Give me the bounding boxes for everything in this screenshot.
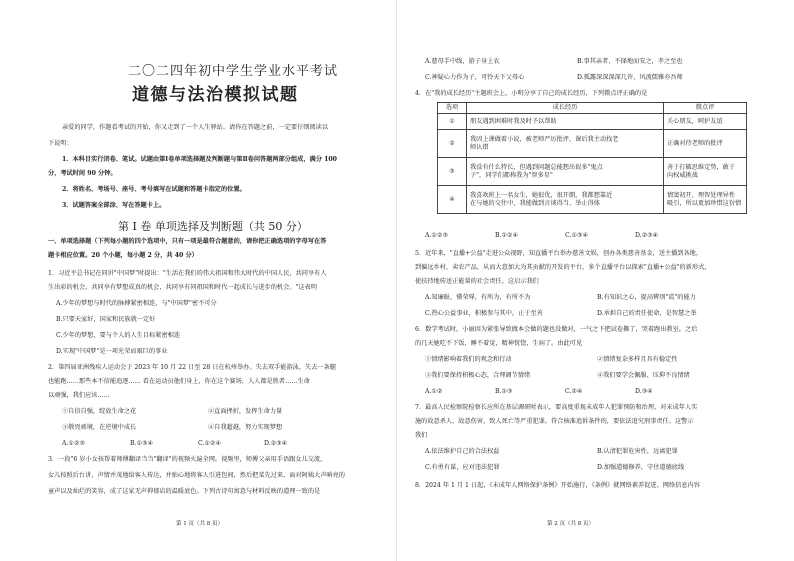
row-option: ①	[438, 114, 467, 130]
row-experience-line: 我喜欢班上一名女生，她很优，很开朗，我都想靠近	[470, 191, 613, 199]
q7-stem-2: 施的故意杀人、故意伤害，致人死亡等严重犯罪，符合核准追诉条件的，要依法追究刑事责任。这警示	[415, 418, 694, 425]
q2-option-c: C.①②④	[198, 440, 222, 447]
q8-stem: 8．2024 年 1 月 1 日起，《未成年人网络保护条例》开始施行，《条例》就网络素养促进、网络信息内容	[415, 482, 700, 489]
q2-stem-2: 也能跑……那些本不信能追逐…… 看在运动员他们身上，你在这个赛场，人人都是胜者……生命	[48, 378, 310, 385]
q4-option-c: C.①③④	[565, 232, 589, 239]
q6-item-2: ②情绪复杂多样且具有稳定性	[597, 356, 678, 363]
q3-stem-2: 女儿按照后台讲，声情并茂地给客人传达，并贴心地将客人引进包间，然后把菜先过来，面对阿姨大声响亮的	[48, 472, 345, 479]
q3-option-b: B.事其亲者，不择地而安之，孝之至也	[577, 58, 683, 65]
row-experience-line: 子"，同学们都称我为"智多星"	[470, 171, 553, 179]
q7-stem-1: 7．最高人民检察院检察长应所在基层调研时表示，要高度重视未成年人犯罪预防和治理，对未成年人实	[415, 404, 698, 411]
row-option: ②	[438, 130, 467, 158]
row-comment-line: 正确对待老师的批评	[667, 139, 723, 147]
q6-option-a: A.①②	[425, 388, 443, 395]
q7-option-d: D.加强道德修养，守住道德底线	[597, 464, 685, 471]
q2-option-d: D.②③④	[264, 440, 288, 447]
table-row	[438, 186, 747, 214]
row-experience	[467, 186, 664, 214]
row-experience	[467, 114, 664, 130]
q1-stem-1: 1．习近平总书记在同讲"中国梦"时提出："生活在我们的伟大祖国和伟大时代的中国人民，共同享有人	[48, 270, 327, 277]
q6-stem-1: 6．数学考试时，小丽因为紧张导致做本会做的题也没做对，一气之下把试卷撕了，哭着跑出教室。之后	[415, 326, 698, 333]
q1-option-a: A.少年的梦想与时代的脉搏紧密相连，与"中国梦"密不可分	[56, 300, 217, 307]
q4-table	[437, 102, 747, 214]
q6-option-d: D.③④	[635, 388, 653, 395]
rule-line-2: 分，考试时间 90 分钟。	[48, 170, 117, 177]
q1-option-c: C.少年的梦想，要与个人的人生目标紧密相连	[56, 332, 181, 339]
q6-item-4: ④我们要学会佩服、压抑不良情绪	[597, 372, 690, 379]
q1-option-b: B.只要天家好，国家和民族就一定好	[56, 316, 156, 323]
q6-stem-2: 的几天她吃不下饭，睡不着觉，精神恍惚，生病了。由此可见	[415, 340, 583, 347]
q2-item-1: ①自信自强，绽放生命之花	[62, 408, 137, 415]
table-row	[438, 114, 747, 130]
q4-option-b: B.①②④	[495, 232, 519, 239]
q4-option-a: A.①②③	[425, 232, 449, 239]
row-option: ③	[438, 158, 467, 186]
q3-option-d: D.孤露深深深深几许，风流儒雅亦吾师	[577, 74, 683, 81]
rule-line-3: 2．将姓名、考场号、座号、考号填写在试题和答题卡指定的位置。	[62, 186, 246, 193]
q2-option-a: A.①②③	[62, 440, 86, 447]
row-comment	[664, 158, 747, 186]
q6-item-1: ①情绪影响着我们的观念和行动	[425, 356, 512, 363]
header-comment: 微点评	[664, 103, 747, 114]
q5-stem-3: 使扶持地传送正能量的社会责任。这启示我们	[415, 278, 539, 285]
row-experience-line: 师认错	[470, 143, 489, 151]
q6-option-b: B.①③	[495, 388, 513, 395]
q7-stem-3: 我们	[415, 432, 428, 439]
table-row	[438, 130, 747, 158]
q3-option-c: C.神疑心力作为子，可怜天下父母心	[425, 74, 525, 81]
row-comment-line: 向权威挑战	[667, 171, 698, 179]
row-experience-line: 我没有什么特长，但遇到问题总能想出很多"鬼点	[470, 163, 603, 171]
part1-heading-2: 题卡相应位置。20 个小题，每小题 2 分，共 40 分）	[48, 252, 198, 259]
row-experience-line: 在与她的交往中，我能做到言谈得当、举止得体	[470, 199, 600, 207]
row-experience	[467, 130, 664, 158]
row-comment	[664, 130, 747, 158]
q7-option-c: C.有勇有谋，应对违法犯罪	[425, 464, 500, 471]
table-header-row	[438, 103, 747, 114]
q6-option-c: C.②④	[565, 388, 583, 395]
rule-line-4: 3．试题答案全部涂、写在答题卡上。	[62, 202, 166, 209]
q2-item-4: ④自我超越，努力实现梦想	[208, 424, 283, 431]
exam-title: 二〇二四年初中学生学业水平考试	[128, 64, 339, 79]
row-comment	[664, 114, 747, 130]
q6-item-3: ③我们要保持积极心态，合理调节情绪	[425, 372, 531, 379]
q2-item-3: ③敬畏顽境，在逆境中成长	[62, 424, 137, 431]
q5-stem-1: 5．近年来，"直播+公益"走进公众视野，知直播平台举办慈善文娱，创办各类慈善基金，送主播到各地，	[415, 250, 703, 257]
rule-line-1: 1．本科目实行闭卷、笔试。试题由第Ⅰ卷单项选择题及判断题与第Ⅱ卷问答题两部分组成，满分 100	[62, 156, 337, 163]
q5-stem-2: 到偏远乡村，卖农产品，从而大意加大为其贡献的开发的平台，多个直播平台以探索"直播+公益"的新形式，	[415, 264, 711, 271]
subject-title: 道德与法治模拟试题	[132, 85, 299, 105]
page-footer-1: 第 1 页（共 8 页）	[176, 521, 223, 527]
q3-option-a: A.慈母手中线，游子身上衣	[425, 58, 500, 65]
row-experience	[467, 158, 664, 186]
q3-stem-1: 3．一段"6 岁小女孩帮着师傅翻译当当"翻译"的视频火遍全网。视频里，师傅父亲用手语跟女儿交流，	[48, 456, 327, 463]
header-experience: 成长经历	[467, 103, 664, 114]
q5-option-c: C.热心公益事业，积极参与其中，止于至善	[425, 310, 543, 317]
q5-option-b: B.有知识之心，提高辨别"谎"的能力	[597, 294, 696, 301]
q2-stem-1: 2．第四届亚洲残疾人运动会于 2023 年 10 月 22 日至 28 日在杭州举办。失去双手能游泳，失去一条腿	[48, 364, 336, 371]
q5-option-a: A.知廉耻，懂荣辱，有所为，有所不为	[425, 294, 531, 301]
q1-stem-2: 生出彩的机会，共同享有梦想成真的机会，共同享有同祖国和时代一起成长与进步的机会。"这表明	[48, 284, 317, 291]
part1-heading-1: 一、单项选择题（下列每小题的四个选项中，只有一项是最符合题意的，请你把正确选项的字母写在答	[48, 238, 327, 245]
intro-line-1: 亲爱的同学，作题看考试的开始，你又走到了一个人生驿站。请你在答题之前，一定要仔细阅读以	[62, 124, 329, 131]
q1-option-d: D.实现"中国梦"是一项光荣而艰巨的事业	[56, 348, 168, 355]
q5-option-d: D.承担自己的责任使命，是智慧之举	[597, 310, 697, 317]
page-footer-2: 第 2 页（共 8 页）	[547, 521, 594, 527]
row-comment-line: 情窦初开，理智处理异性	[667, 191, 736, 199]
row-comment-line: 善于打破思维定势，敢于	[667, 163, 736, 171]
header-option: 选项	[438, 103, 467, 114]
row-experience-line: 我因上课做着小说，被老师严厉批评，课后我主动找老	[470, 135, 619, 143]
section-title: 第 I 卷 单项选择及判断题（共 50 分）	[118, 220, 308, 233]
q7-option-a: A.依法维护自己的合法权益	[425, 448, 500, 455]
q2-item-2: ②直面挫折，发挥生命力量	[208, 408, 283, 415]
row-comment	[664, 186, 747, 214]
q3-stem-3: 童声以及灿烂的笑容，成了这家无声抑郁店的温暖底色。下列古诗句寓意与材料反映的道理一致的是	[48, 488, 321, 495]
q7-option-b: B.认清犯罪危害性，远离犯罪	[597, 448, 678, 455]
q4-stem: 4．在"我的成长经历"主题班会上，小明分享了自己的成长经历，下列微点评正确的是	[415, 90, 648, 97]
row-comment-line: 吸引，所以更加珍惜这份情	[667, 199, 742, 207]
table-row	[438, 158, 747, 186]
exam-page-2	[397, 0, 794, 561]
q2-option-b: B.①③④	[130, 440, 154, 447]
row-option: ④	[438, 186, 467, 214]
intro-line-2: 下说明：	[48, 140, 73, 147]
row-comment-line: 关心朋友，呵护友谊	[667, 117, 723, 125]
row-experience-line: 朋友遇到困难时我及时予以帮助	[470, 117, 557, 125]
q4-option-d: D.②③④	[635, 232, 659, 239]
q2-stem-3: 以顽强，我们应该……	[48, 392, 110, 399]
